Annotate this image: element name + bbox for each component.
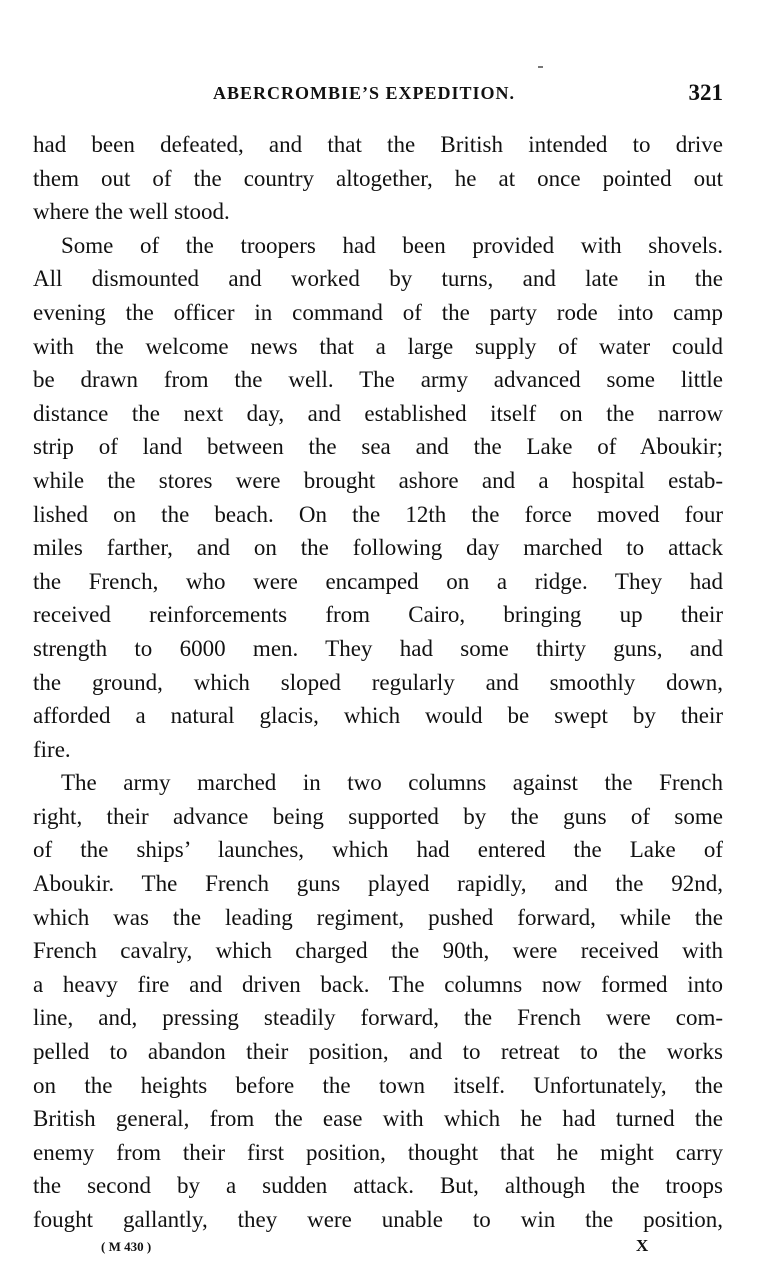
text-line: the second by a sudden attack. But, although the troops: [33, 1173, 723, 1199]
text-line: the French, who were encamped on a ridge. They had: [33, 568, 723, 594]
text-line: while the stores were brought ashore and a hospital estab-: [33, 467, 723, 493]
text-line: strength to 6000 men. They had some thirty guns, and: [33, 635, 723, 661]
text-line: afforded a natural glacis, which would be swept by their: [33, 703, 723, 729]
text-line: Some of the troopers had been provided with shovels.: [61, 232, 723, 258]
text-line: with the welcome news that a large supply of water could: [33, 333, 723, 359]
text-line: miles farther, and on the following day marched to attack: [33, 535, 723, 561]
text-line: had been defeated, and that the British intended to drive: [33, 132, 723, 157]
text-line: line, and, pressing steadily forward, the French were com-: [33, 1005, 723, 1031]
text-line: The army marched in two columns against the French: [61, 770, 723, 796]
text-line: evening the officer in command of the party rode into camp: [33, 299, 723, 325]
page-footer: [33, 1236, 723, 1260]
text-line: which was the leading regiment, pushed forward, while the: [33, 904, 723, 930]
text-line: French cavalry, which charged the 90th, were received with: [33, 938, 723, 964]
text-line: of the ships’ launches, which had entered the Lake of: [33, 837, 723, 863]
text-line: pelled to abandon their position, and to retreat to the works: [33, 1039, 723, 1065]
text-line: distance the next day, and established itself on the narrow: [33, 400, 723, 426]
text-line: where the well stood.: [33, 199, 230, 225]
text-line: right, their advance being supported by the guns of some: [33, 803, 723, 829]
text-line: lished on the beach. On the 12th the force moved four: [33, 501, 723, 527]
page-number: 321: [688, 80, 723, 105]
printer-signature: ( M 430 ): [101, 1239, 152, 1254]
text-line: on the heights before the town itself. Unfortunately, the: [33, 1072, 723, 1098]
text-line: strip of land between the sea and the Lake of Aboukir;: [33, 434, 723, 460]
sheet-mark: X: [636, 1236, 649, 1255]
running-title: ABERCROMBIE’S EXPEDITION.: [213, 83, 516, 103]
text-line: be drawn from the well. The army advanced some little: [33, 367, 723, 393]
text-line: enemy from their first position, thought that he might carry: [33, 1139, 723, 1165]
text-line: British general, from the ease with which he had turned the: [33, 1106, 723, 1132]
text-line: them out of the country altogether, he at once pointed out: [33, 165, 723, 191]
text-line: fire.: [33, 736, 71, 762]
text-line: All dismounted and worked by turns, and late in the: [33, 266, 723, 292]
text-line: fought gallantly, they were unable to win the position,: [33, 1207, 723, 1232]
text-line: received reinforcements from Cairo, bringing up their: [33, 602, 723, 628]
print-speck: [538, 66, 543, 68]
text-line: Aboukir. The French guns played rapidly, and the 92nd,: [33, 871, 723, 897]
text-line: the ground, which sloped regularly and smoothly down,: [33, 669, 723, 695]
text-line: a heavy fire and driven back. The columns now formed into: [33, 971, 723, 997]
body-text: [33, 128, 723, 1237]
running-header: [33, 80, 723, 110]
